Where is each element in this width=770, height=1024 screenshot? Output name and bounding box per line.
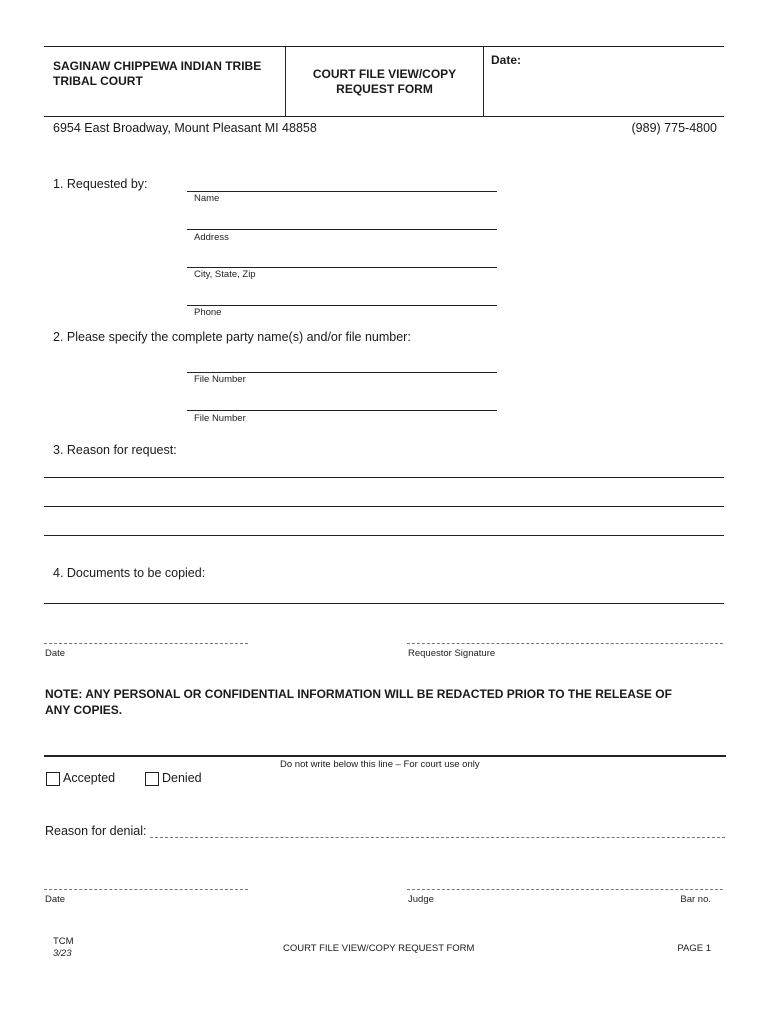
file-number-label-1: File Number <box>194 374 246 385</box>
request-date-line[interactable] <box>44 643 248 644</box>
redaction-note <box>45 686 672 718</box>
court-phone: (989) 775-4800 <box>631 121 717 135</box>
requested-by-label: 1. Requested by: <box>53 177 148 191</box>
bar-number-label: Bar no. <box>680 894 711 905</box>
phone-field-label: Phone <box>194 307 222 318</box>
form-code-text: TCM <box>53 936 74 947</box>
reason-for-denial-field[interactable] <box>150 837 725 838</box>
redaction-note-line1: NOTE: ANY PERSONAL OR CONFIDENTIAL INFORMATION WILL BE REDACTED PRIOR TO THE RELEASE OF <box>45 687 672 701</box>
requestor-signature-line[interactable] <box>407 643 723 644</box>
accepted-label: Accepted <box>63 771 116 785</box>
redaction-note-line2: ANY COPIES. <box>45 703 123 717</box>
party-file-label: 2. Please specify the complete party name(s) and/or file number: <box>53 330 411 344</box>
judge-line[interactable] <box>407 889 723 890</box>
address-field[interactable] <box>187 229 497 230</box>
phone-field[interactable] <box>187 305 497 306</box>
denied-label: Denied <box>162 771 202 785</box>
court-use-caption: Do not write below this line – For court use only <box>280 759 480 770</box>
file-number-field-1[interactable] <box>187 372 497 373</box>
tribe-name-line1: SAGINAW CHIPPEWA INDIAN TRIBE <box>53 59 262 73</box>
court-date-label: Date <box>45 894 66 905</box>
denied-option[interactable] <box>145 771 215 787</box>
tribe-name <box>53 59 261 89</box>
reason-for-denial-label: Reason for denial: <box>45 824 147 838</box>
name-field-label: Name <box>194 193 220 204</box>
reason-line-2[interactable] <box>44 506 724 507</box>
form-title-line1: COURT FILE VIEW/COPY <box>312 67 457 81</box>
footer-title: COURT FILE VIEW/COPY REQUEST FORM <box>283 943 475 954</box>
request-date-label: Date <box>45 648 66 659</box>
form-title-line2: REQUEST FORM <box>336 82 433 96</box>
court-date-line[interactable] <box>44 889 248 890</box>
denied-checkbox[interactable] <box>145 772 159 786</box>
file-number-field-2[interactable] <box>187 410 497 411</box>
form-revision: 3/23 <box>53 948 72 959</box>
requestor-signature-label: Requestor Signature <box>408 648 496 659</box>
date-field[interactable] <box>530 50 720 70</box>
header-top-rule <box>44 46 724 47</box>
tribe-name-line2: TRIBAL COURT <box>53 74 143 88</box>
city-state-zip-field[interactable] <box>187 267 497 268</box>
name-field[interactable] <box>187 191 497 192</box>
court-address: 6954 East Broadway, Mount Pleasant MI 48858 <box>53 121 317 135</box>
city-state-zip-field-label: City, State, Zip <box>194 269 256 280</box>
page-number: PAGE 1 <box>677 943 711 954</box>
date-label: Date: <box>491 53 522 67</box>
header-divider-2 <box>483 46 484 116</box>
file-number-label-2: File Number <box>194 413 246 424</box>
judge-label: Judge <box>408 894 434 905</box>
reason-for-request-label: 3. Reason for request: <box>53 443 177 457</box>
form-title <box>286 67 483 97</box>
accepted-checkbox[interactable] <box>46 772 60 786</box>
form-code <box>53 936 74 960</box>
court-use-divider <box>44 755 726 757</box>
documents-line[interactable] <box>44 603 724 604</box>
documents-label: 4. Documents to be copied: <box>53 566 206 580</box>
reason-line-1[interactable] <box>44 477 724 478</box>
header-bottom-rule <box>44 116 724 117</box>
address-field-label: Address <box>194 232 229 243</box>
accepted-option[interactable] <box>46 771 126 787</box>
reason-line-3[interactable] <box>44 535 724 536</box>
